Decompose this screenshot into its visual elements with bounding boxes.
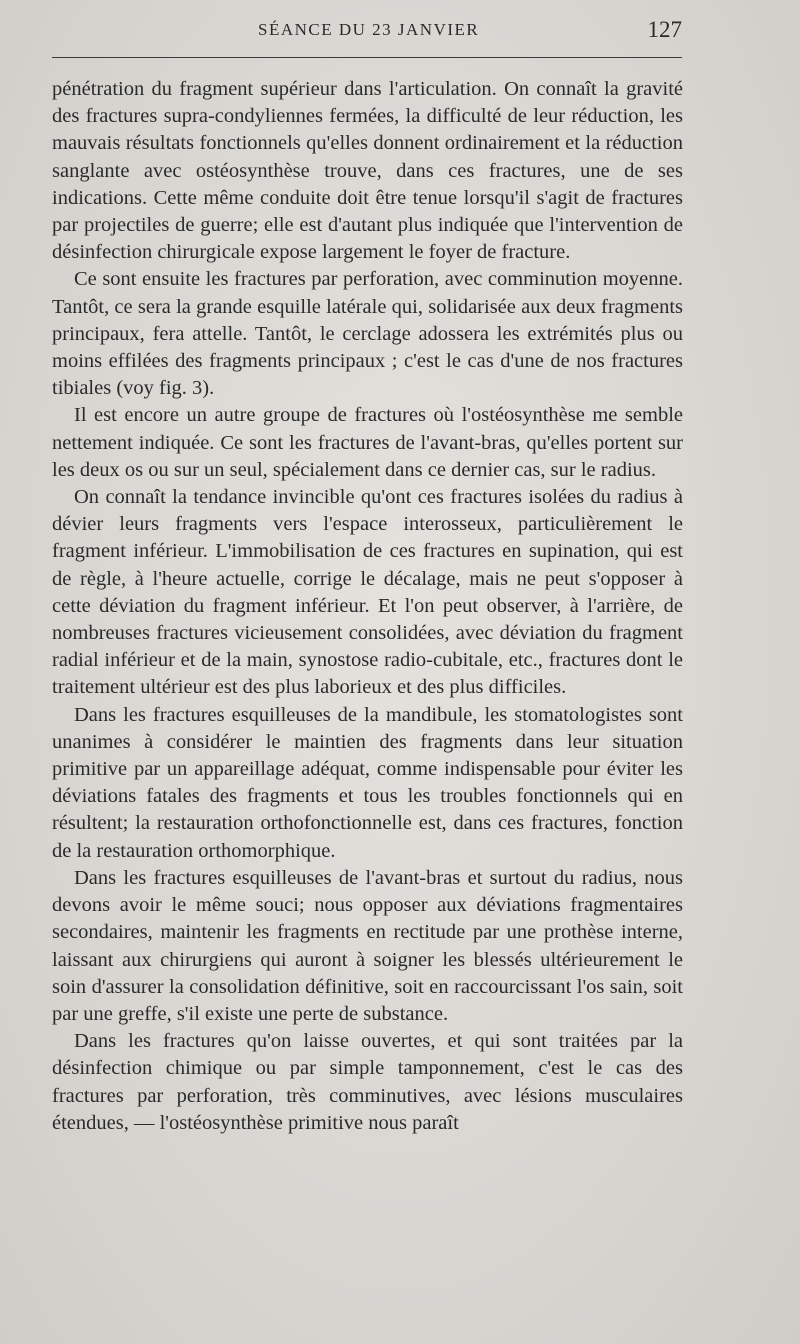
paragraph: On connaît la tendance invincible qu'ont ces fractures isolées du radius à dévier leurs fragments vers l'espace interosseux, particulièrement le fragment inférieur. L'immobilisation de ces fractures en supination, qui est de règle, à l'heure actuelle, corrige le décalage, mais ne peut s'opposer à cette déviation du fragment inférieur. Et l'on peut observer, à l'arrière, de nombreuses fractures vicieusement consolidées, avec déviation du fragment radial inférieur et de la main, synostose radio-cubitale, etc., fractures dont le traitement ultérieur est des plus laborieux et des plus difficiles.: [52, 486, 683, 699]
page-number: 127: [647, 17, 682, 42]
paragraph: pénétration du fragment supérieur dans l'articulation. On connaît la gravité des fractures supra-condyliennes fermées, la difficulté de leur réduction, les mauvais résultats fonctionnels qu'elles donnent ordinairement et la réduction sanglante avec ostéosynthèse trouve, dans ces fractures, une de ses indications. Cette même conduite doit être tenue lorsqu'il s'agit de fractures par projectiles de guerre; elle est d'autant plus indiquée que l'intervention de désinfection chirurgicale expose largement le foyer de fracture.: [52, 78, 683, 264]
header-rule: [52, 57, 682, 58]
paragraph: Ce sont ensuite les fractures par perforation, avec comminution moyenne. Tantôt, ce sera la grande esquille latérale qui, solidarisée aux deux fragments principaux, fera attelle. Tantôt, le cerclage adossera les extrémités plus ou moins effilées des fragments principaux ; c'est le cas d'une de nos fractures tibiales (voy fig. 3).: [52, 268, 683, 400]
running-title: SÉANCE DU 23 JANVIER: [258, 20, 480, 39]
paragraph: Dans les fractures esquilleuses de la mandibule, les stomatologistes sont unanimes à considérer le maintien des fragments dans leur situation primitive par un appareillage adéquat, comme indispensable pour éviter les déviations fatales des fragments et tous les troubles fonctionnels qui en résultent; la restauration orthofonctionnelle est, dans ces fractures, fonction de la restauration orthomorphique.: [52, 703, 683, 862]
body-text: [52, 76, 683, 1137]
paragraph: Dans les fractures esquilleuses de l'avant-bras et surtout du radius, nous devons avoir le même souci; nous opposer aux déviations fragmentaires secondaires, maintenir les fragments en rectitude par une prothèse interne, laissant aux chirurgiens qui auront à soigner les blessés ultérieurement le soin d'assurer la consolidation définitive, soit en raccourcissant l'os sain, soit par une greffe, s'il existe une perte de substance.: [52, 866, 683, 1025]
page-header: [52, 17, 682, 44]
paragraph: Dans les fractures qu'on laisse ouvertes, et qui sont traitées par la désinfection chimique ou par simple tamponnement, c'est le cas des fractures par perforation, très comminutives, avec lésions musculaires étendues, — l'ostéosynthèse primitive nous paraît: [52, 1030, 683, 1134]
paragraph: Il est encore un autre groupe de fractures où l'ostéosynthèse me semble nettement indiquée. Ce sont les fractures de l'avant-bras, qu'elles portent sur les deux os ou sur un seul, spécialement dans ce dernier cas, sur le radius.: [52, 404, 683, 481]
